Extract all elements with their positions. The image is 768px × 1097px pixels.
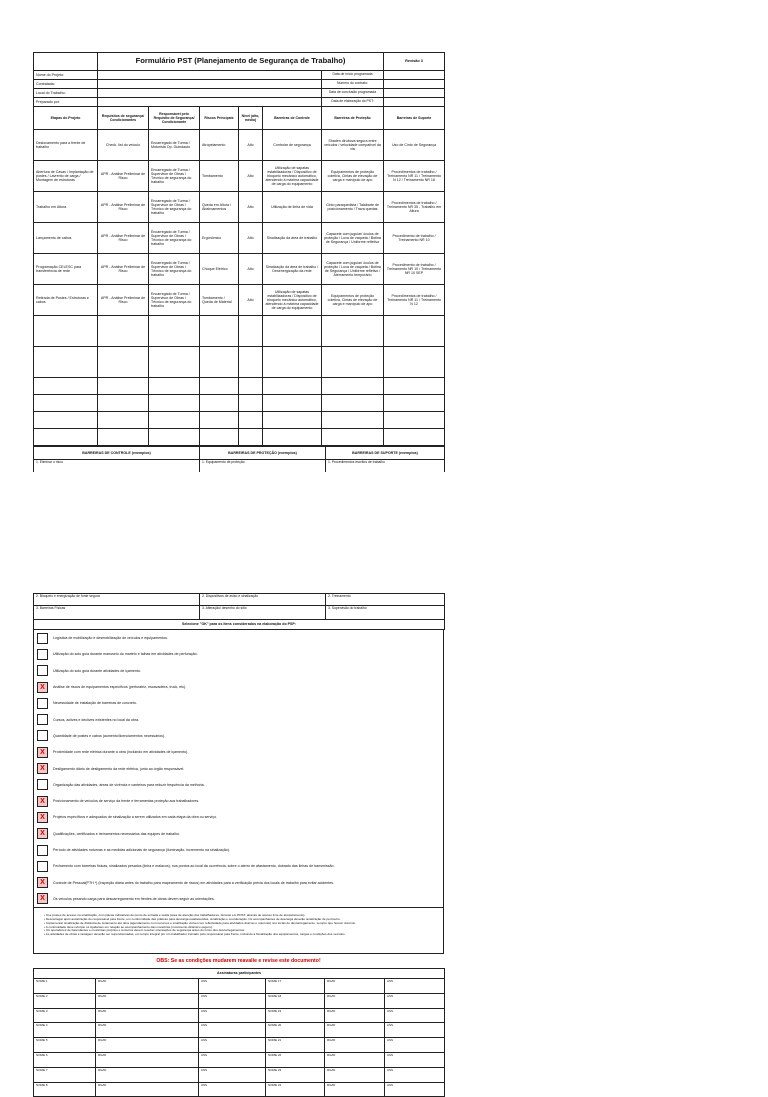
table-cell: Sinalização da área de trabalho / Desenergização da rede [263,254,322,285]
info-label: Preparado por: [34,98,98,107]
signature-cell[interactable]: NOME 24 [266,1082,325,1097]
column-header: Barreiras de Suporte [384,107,445,130]
empty-cell[interactable] [149,378,200,395]
checkmark-x-icon: X [40,830,45,838]
checkbox[interactable] [37,763,48,774]
checklist-item [34,793,443,809]
table-row [34,223,445,254]
signature-row [34,1008,445,1023]
empty-cell[interactable] [239,412,263,429]
checkbox[interactable] [37,698,48,709]
checkbox[interactable] [37,877,48,888]
signature-cell[interactable]: NOME 4 [34,1023,96,1038]
signature-cell[interactable]: ASS [385,1082,445,1097]
table-cell: Alto [239,254,263,285]
checkmark-x-icon: X [40,683,45,691]
form-title: Formulário PST (Planejamento de Segurança de Trabalho) [98,53,384,71]
checklist-item-label: Os veículos pesando carga para descarregamento em frentes de obras devem seguir as orientações. [53,896,215,901]
signatures-header-row [34,969,445,979]
form-header-table [33,52,445,446]
form-page-1 [33,52,444,472]
table-cell: APR - Análise Preliminar de Risco [98,223,149,254]
table-cell: APR - Análise Preliminar de Risco [98,285,149,316]
info-label: Contratada: [34,80,98,89]
checkbox[interactable] [37,714,48,725]
barrier-example: 1. Equipamento de proteção [200,460,326,473]
empty-cell[interactable] [98,412,149,429]
table-row [34,254,445,285]
note-line: • As atividades de obras e taxiagem deverão ser supervisionadas, em tempo integral por um trabalhador treinado pelo responsável pela frente, incluindo a fiscalização dos equipamentos, cargas e condições dos veículos. [44,933,346,937]
empty-cell[interactable] [200,316,239,347]
empty-cell[interactable] [322,378,384,395]
barrier-example: 3. Alteração/ desenho do sítio [200,606,326,620]
table-row [34,130,445,161]
empty-cell[interactable] [263,378,322,395]
table-cell: Encarregado de Turma / Supervisor de Obras / Técnico de segurança do trabalho [149,161,200,192]
empty-row [34,429,445,446]
form-page-2 [33,593,444,1097]
table-cell: APR - Análise Preliminar de Risco [98,192,149,223]
table-cell: Queda em Altura / Abalroamentos [200,192,239,223]
table-cell: Utilização de sapatas estabilizadoras / Dispositivo de bloqueio mecânico automático, atendendo à máxima capacidade de carga do equipamento [263,161,322,192]
empty-cell[interactable] [263,347,322,378]
signature-cell[interactable]: RG/ID [325,993,385,1008]
checkmark-x-icon: X [40,797,45,805]
info-row [34,71,445,80]
signature-cell[interactable]: ASS [199,1038,266,1053]
signature-cell[interactable]: NOME 3 [34,1008,96,1023]
empty-cell[interactable] [34,395,98,412]
checklist-item-label: Organização das atividades, áreas de vivência e canteiros para reduzir frequência da melhoria. [53,782,205,787]
checklist-item [34,777,443,793]
info-row [34,80,445,89]
signature-cell[interactable]: ASS [385,1038,445,1053]
obs-warning: OBS: Se as condições mudarem reavalie e revise este documento! [156,958,321,965]
signature-cell[interactable]: RG/ID [325,1082,385,1097]
signature-cell[interactable]: NOME 21 [266,1038,325,1053]
signature-cell[interactable]: RG/ID [96,1023,199,1038]
info-field-right[interactable] [384,71,445,80]
table-cell: Alto [239,223,263,254]
info-row [34,98,445,107]
column-header: Etapas do Projeto [34,107,98,130]
signature-cell[interactable]: ASS [385,1053,445,1068]
checklist-item [34,842,443,858]
empty-cell[interactable] [149,429,200,446]
info-field-right[interactable] [384,89,445,98]
checkbox[interactable] [37,747,48,758]
table-cell: Alto [239,161,263,192]
signature-cell[interactable]: NOME 7 [34,1067,96,1082]
checklist-header-row [34,620,445,630]
column-header: Requisitos de segurança/ Condicionantes [98,107,149,130]
empty-cell[interactable] [322,412,384,429]
table-cell: Cinto paraquedista / Talabarte de posicionamento / Trava quedas [322,192,384,223]
note-line: • Use postes de acesso na sinalização, com placas indicativas de ponto de entrada e saída (área de atenção dos trabalhadores, durante em PDST, através de acesso livre de atropelamento). [44,914,306,918]
checkbox[interactable] [37,796,48,807]
column-header: Barreiras de Proteção [322,107,384,130]
signature-cell[interactable]: RG/ID [325,1067,385,1082]
checkmark-x-icon: X [40,895,45,903]
signature-cell[interactable]: ASS [385,1008,445,1023]
info-row [34,89,445,98]
empty-cell[interactable] [200,412,239,429]
table-cell: Encarregado de Turma / Motorista Op. Guindauto [149,130,200,161]
signature-cell[interactable]: RG/ID [96,1082,199,1097]
table-cell: Shaden dirubova segura entre veículos / velocidade compatível da via [322,130,384,161]
empty-cell[interactable] [263,395,322,412]
column-header: Nível (alto, médio) [239,107,263,130]
signatures-header: Assinaturas participantes [34,969,445,979]
signature-cell[interactable]: ASS [385,1067,445,1082]
signature-row [34,979,445,994]
table-cell: Procedimentos de trabalho / Treinamento NR 11 / Treinamento N 12 [384,285,445,316]
signature-cell[interactable]: RG/ID [325,1023,385,1038]
info-label-right: Data de elaboração do PST: [322,98,384,107]
checklist-item [34,663,443,679]
empty-cell[interactable] [149,412,200,429]
checkbox[interactable] [37,812,48,823]
table-cell: Retirada de Postes / Estruturas e cabos [34,285,98,316]
empty-cell[interactable] [384,412,445,429]
barriers-table [33,446,445,472]
signature-cell[interactable]: ASS [199,1023,266,1038]
signature-row [34,1023,445,1038]
info-field[interactable] [98,98,322,107]
signature-cell[interactable]: ASS [385,1023,445,1038]
barrier-example: 1. Eliminar o risco [34,460,200,473]
empty-cell[interactable] [149,316,200,347]
empty-cell[interactable] [200,378,239,395]
title-row [34,53,445,71]
signature-cell[interactable]: NOME 19 [266,1008,325,1023]
table-cell: Tombamento [200,161,239,192]
checkbox[interactable] [37,665,48,676]
signature-cell[interactable]: RG/ID [325,1053,385,1068]
table-cell: Deslocamento para a frente de trabalho [34,130,98,161]
barrier-header: BARREIRAS DE CONTROLE (exemplos) [34,447,200,460]
checklist-item-label: Controle de Pessoal(PTH *) (Inspeção diária antes do trabalho para mapeamento de riscos) em atividades para a verificação prévia dos locais de trabalho para evitar acidentes. [53,880,335,885]
empty-cell[interactable] [34,429,98,446]
info-label-right: Data de conclusão programada [322,89,384,98]
signature-cell[interactable]: RG/ID [96,993,199,1008]
empty-cell[interactable] [200,347,239,378]
checklist-item [34,809,443,825]
checklist-item-label: Utilização do solo guia durante atividades de içamento. [53,668,141,673]
signature-cell[interactable]: NOME 17 [266,979,325,994]
barriers-example-row [34,606,445,620]
checkmark-x-icon: X [40,879,45,887]
checklist-item-label: Utilização do solo guia durante manuseio do martelo e talhas em atividades de perfuração. [53,652,198,657]
empty-cell[interactable] [263,429,322,446]
checklist-item [34,858,443,874]
signature-row [34,1067,445,1082]
barrier-header: BARREIRAS DE PROTEÇÃO (exemplos) [200,447,326,460]
column-header: Responsável pelo Requisito de Segurança/ Condicionante [149,107,200,130]
barrier-example: 1. Procedimentos escritos de trabalho [326,460,445,473]
checklist-item [34,630,443,646]
info-label: Nome do Projeto: [34,71,98,80]
logo-cell [34,53,98,71]
signatures-table [33,968,445,1097]
signature-row [34,1053,445,1068]
empty-cell[interactable] [263,412,322,429]
checklist-item [34,679,443,695]
empty-row [34,378,445,395]
checklist-item [34,744,443,760]
empty-cell[interactable] [239,347,263,378]
table-cell: Check- list do veículo [98,130,149,161]
info-label: Local do Trabalho: [34,89,98,98]
checkmark-x-icon: X [40,765,45,773]
barrier-example: 2. Bloqueio e energização de fonte segura [34,594,200,606]
checklist-item-label: Necessidade de instalação de barreiras de concreto. [53,701,137,706]
table-cell: Sinalização da área de trabalho [263,223,322,254]
empty-cell[interactable] [34,347,98,378]
empty-cell[interactable] [149,395,200,412]
empty-cell[interactable] [239,378,263,395]
checklist-item-label: Análise de riscos de equipamentos específicos (perfuratriz, escavadeira, truck, etc). [53,685,187,690]
empty-cell[interactable] [263,316,322,347]
table-cell: Alto [239,192,263,223]
empty-cell[interactable] [322,429,384,446]
empty-cell[interactable] [98,429,149,446]
barriers-header-row [34,447,445,460]
checklist-item [34,826,443,842]
signature-cell[interactable]: ASS [385,979,445,994]
signature-cell[interactable]: ASS [385,993,445,1008]
table-cell: Programação CELESC para transferência de rede [34,254,98,285]
note-line: • Os operadores de basculantes e motoristas próprios e terceiros devem receber orientações de segurança antes do início dos descarregamentos. [44,929,246,933]
table-cell: Lançamento de cabos [34,223,98,254]
table-cell: Equipamentos de proteção coletiva, Cintas de elevação de carga e manípulo de apo [322,285,384,316]
checkbox[interactable] [37,779,48,790]
note-line: • Implementar sinalização de distância de isolamento até obra (agendamento com recursos e sinalização visível com refletividade para atividades diurnas e noturnas) nos locais de descarregamento, sempre que houver domínio. [44,921,357,925]
barrier-example: 2. Dispositivos de aviso e sinalização [200,594,326,606]
empty-cell[interactable] [98,316,149,347]
signature-cell[interactable]: NOME 8 [34,1082,96,1097]
note-line: • A continuidade deve reforçar os Ajudantes em relação ao acompanhamento das manobras (movimento dinâmico seguro). [44,925,213,929]
empty-cell[interactable] [322,316,384,347]
checklist-item-label: Quantidade de postes e cabos (aumento/licenciamentos necessários). [53,733,166,738]
signature-cell[interactable]: RG/ID [325,1038,385,1053]
signature-cell[interactable]: ASS [199,1067,266,1082]
checkmark-x-icon: X [40,748,45,756]
signature-cell[interactable]: RG/ID [325,1008,385,1023]
table-cell: Equipamentos de proteção coletiva, Cintas de elevação de carga e manípulo de apo [322,161,384,192]
empty-cell[interactable] [322,395,384,412]
column-header-row [34,107,445,130]
signature-cell[interactable]: NOME 20 [266,1023,325,1038]
checkbox[interactable] [37,682,48,693]
checklist-item-label: Fechamento com barreiras físicas, sinalizados pesados (linha e malacos), nos pontos ao local da ocorrência, sobre o aterro de afastamento, dobrado das linhas de transmissão. [53,864,335,869]
checklist-item-label: Posicionamento de veículos de serviço da frente e ferramentas proteção aos trabalhadores. [53,799,200,804]
table-cell: Utilização de linha de vida [263,192,322,223]
signature-cell[interactable]: RG/ID [325,979,385,994]
barrier-header: BARREIRAS DE SUPORTE (exemplos) [326,447,445,460]
barriers-continued-table [33,593,445,630]
empty-cell[interactable] [98,395,149,412]
checklist-item-label: Cursos, aclives e declives existentes no local da obra. [53,717,140,722]
table-cell: Procedimento de trabalho / Treinamento NR 10 [384,223,445,254]
note-line: • Descarregar após autorização do responsável pela frente, em conformidade das práticas para descarga estabelecidas, sinalização e coordenação. Os acompanhantes de descarga deverão sinalização de perímetro. [44,917,341,921]
signature-row [34,1038,445,1053]
checklist-item [34,646,443,662]
signature-cell[interactable]: ASS [199,1053,266,1068]
table-cell: Procedimentos de trabalho / Treinamento NR 11 / Treinamento N 12 / Treinamento NR 18 [384,161,445,192]
checkbox[interactable] [37,828,48,839]
empty-row [34,347,445,378]
info-field[interactable] [98,80,322,89]
empty-cell[interactable] [34,412,98,429]
checkbox[interactable] [37,861,48,872]
empty-cell[interactable] [384,347,445,378]
checkbox[interactable] [37,845,48,856]
empty-cell[interactable] [384,429,445,446]
signature-cell[interactable]: ASS [199,993,266,1008]
checkbox[interactable] [37,649,48,660]
info-field-right[interactable] [384,98,445,107]
signature-cell[interactable]: RG/ID [96,979,199,994]
table-cell: Encarregado de Turma / Supervisor de Obras / Técnico de segurança do trabalho [149,223,200,254]
column-header: Barreiras de Controle [263,107,322,130]
info-field-right[interactable] [384,80,445,89]
table-cell: Uso de Cinto de Segurança [384,130,445,161]
empty-cell[interactable] [384,395,445,412]
empty-cell[interactable] [239,429,263,446]
revision-label: Revisão 3 [384,53,445,71]
table-cell: Procedimentos de trabalho / Treinamento NR 35 - Trabalho em Altura [384,192,445,223]
signature-cell[interactable]: ASS [199,1008,266,1023]
info-field[interactable] [98,89,322,98]
signature-cell[interactable]: NOME 18 [266,993,325,1008]
table-cell: Capacete com jugular/ óculos de proteção / Luva de vaqueta / Botina de Segurança / Uniforme refletivo / Aterramento temporário [322,254,384,285]
empty-cell[interactable] [34,378,98,395]
notes-section [33,908,444,954]
signature-cell[interactable]: RG/ID [96,1008,199,1023]
signature-cell[interactable]: ASS [199,979,266,994]
empty-cell[interactable] [98,378,149,395]
info-field[interactable] [98,71,322,80]
empty-cell[interactable] [322,347,384,378]
empty-cell[interactable] [200,429,239,446]
signature-row [34,993,445,1008]
checklist-header: Selecione "OK" para os itens considerados na elaboração do PSP: [34,620,445,630]
signature-cell[interactable]: NOME 23 [266,1067,325,1082]
empty-cell[interactable] [384,378,445,395]
empty-cell[interactable] [149,347,200,378]
table-cell: Alto [239,285,263,316]
table-cell: Procedimento de trabalho / Treinamento NR 10 / Treinamento NR 10 SEP [384,254,445,285]
table-cell: Alto [239,130,263,161]
checklist-item-label: Período de atividades noturnas e as medidas adicionais de segurança (iluminação, incremento na sinalização). [53,848,230,852]
table-cell: Capacete com jugular/ óculos de proteção / Luva de vaqueta / Botina de Segurança / Uniforme refletivo [322,223,384,254]
checkbox[interactable] [37,730,48,741]
table-cell: Encarregado de Turma / Supervisor de Obras / Técnico de segurança do trabalho [149,254,200,285]
checklist-item [34,760,443,776]
signature-cell[interactable]: NOME 6 [34,1053,96,1068]
checklist-item-label: Proximidade com rede elétrica durante a obra (incluindo em atividades de içamento). [53,750,189,755]
table-cell: Encarregado de Turma / Supervisor de Obras / Técnico de segurança do trabalho [149,192,200,223]
barriers-example-row [34,594,445,606]
checklist-item [34,728,443,744]
signature-cell[interactable]: ASS [199,1082,266,1097]
signature-cell[interactable]: RG/ID [96,1053,199,1068]
checklist-item-label: Desligamento diário de desligamento da rede elétrica, junto ao órgão responsável. [53,766,185,771]
empty-cell[interactable] [384,316,445,347]
table-cell: APR - Análise Preliminar de Risco [98,254,149,285]
signature-cell[interactable]: RG/ID [96,1038,199,1053]
checkmark-x-icon: X [40,813,45,821]
table-cell: Trabalho em Altura [34,192,98,223]
table-cell: Utilização de sapatas estabilizadoras / Dispositivo de bloqueio mecânico automático, atendendo à máxima capacidade de carga do equipamento [263,285,322,316]
checklist-item [34,891,443,907]
signature-cell[interactable]: NOME 2 [34,993,96,1008]
empty-row [34,395,445,412]
table-row [34,192,445,223]
signature-cell[interactable]: RG/ID [96,1067,199,1082]
checkbox[interactable] [37,893,48,904]
checklist-item [34,874,443,890]
empty-row [34,316,445,347]
signature-cell[interactable]: NOME 22 [266,1053,325,1068]
table-cell: Tombamento / Queda de Material [200,285,239,316]
signature-cell[interactable]: NOME 5 [34,1038,96,1053]
table-cell: Controlar de segurança [263,130,322,161]
checklist [33,630,444,908]
empty-cell[interactable] [200,395,239,412]
table-cell: Atropelamento [200,130,239,161]
info-label-right: Número do contrato: [322,80,384,89]
barriers-example-row [34,460,445,473]
empty-cell[interactable] [34,316,98,347]
table-cell: Encarregado de Turma / Supervisor de Obras / Técnico de segurança do trabalho [149,285,200,316]
table-cell: Choque Elétrico [200,254,239,285]
signature-row [34,1082,445,1097]
barrier-example: 3. Barreiras Físicas [34,606,200,620]
table-row [34,285,445,316]
barrier-example: 2. Treinamento [326,594,445,606]
empty-cell[interactable] [239,316,263,347]
barrier-example: 3. Supervisão do trabalho [326,606,445,620]
checklist-item-label: Qualificações, certificados e treinamentos necessários das equipes de trabalho. [53,831,181,836]
column-header: Riscos Principais [200,107,239,130]
empty-cell[interactable] [239,395,263,412]
checklist-item-label: Projetos específicos e adequados de sinalização a serem utilizados em cada etapa da obra ou serviço. [53,815,218,820]
empty-row [34,412,445,429]
checklist-item [34,695,443,711]
checkbox[interactable] [37,633,48,644]
signature-cell[interactable]: NOME 1 [34,979,96,994]
table-row [34,161,445,192]
table-cell: Ergonômico [200,223,239,254]
table-cell: Abertura de Cavas / Implantação de postes / Lavrento de carga / Montagem de estruturas [34,161,98,192]
checklist-item [34,711,443,727]
empty-cell[interactable] [98,347,149,378]
checklist-item-label: Logística de mobilização e desmobilização de veículos e equipamentos. [53,636,168,641]
table-cell: APR - Análise Preliminar de Risco [98,161,149,192]
info-label-right: Data de início programada [322,71,384,80]
